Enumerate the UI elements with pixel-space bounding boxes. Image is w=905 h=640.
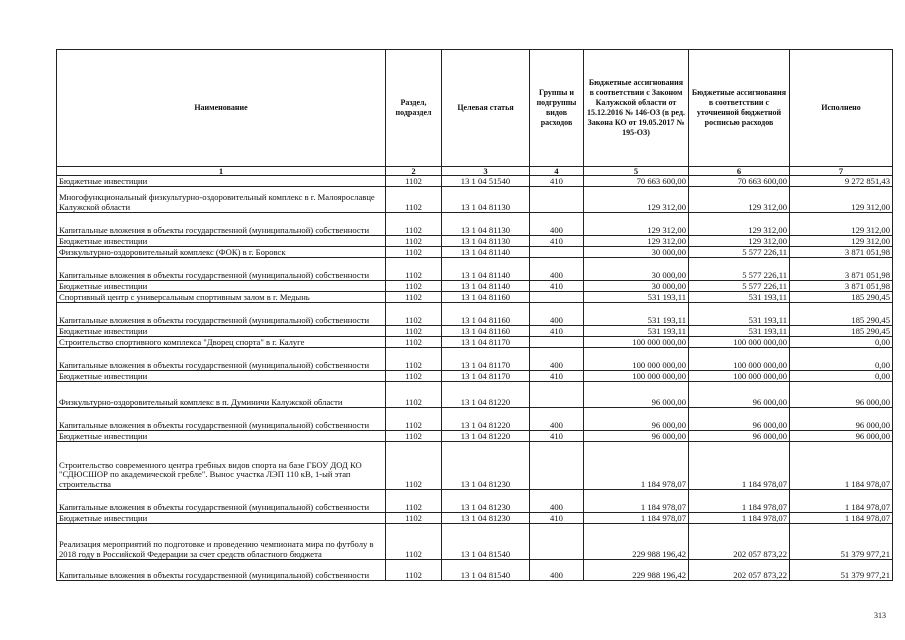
row-section: 1102 (386, 490, 442, 513)
row-budget-law: 1 184 978,07 (584, 490, 689, 513)
row-target: 13 1 04 51540 (442, 176, 530, 187)
column-number: 7 (790, 167, 893, 176)
row-budget-plan: 96 000,00 (689, 382, 790, 408)
row-name: Бюджетные инвестиции (57, 281, 386, 292)
row-executed: 96 000,00 (790, 408, 893, 431)
row-budget-law: 1 184 978,07 (584, 513, 689, 524)
row-section: 1102 (386, 236, 442, 247)
row-budget-plan: 129 312,00 (689, 187, 790, 213)
table-row (57, 247, 893, 258)
table-row (57, 348, 893, 371)
row-group: 400 (530, 303, 584, 326)
row-name: Бюджетные инвестиции (57, 176, 386, 187)
row-section: 1102 (386, 382, 442, 408)
row-executed: 96 000,00 (790, 382, 893, 408)
row-target: 13 1 04 81140 (442, 258, 530, 281)
row-executed: 1 184 978,07 (790, 442, 893, 490)
row-executed: 1 184 978,07 (790, 513, 893, 524)
row-name: Капитальные вложения в объекты государственной (муниципальной) собственности (57, 213, 386, 236)
row-group: 410 (530, 326, 584, 337)
row-budget-plan: 5 577 226,11 (689, 281, 790, 292)
table-row (57, 442, 893, 490)
header-executed: Исполнено (790, 50, 893, 167)
row-section: 1102 (386, 348, 442, 371)
row-group: 410 (530, 371, 584, 382)
row-name: Бюджетные инвестиции (57, 236, 386, 247)
row-budget-law: 30 000,00 (584, 247, 689, 258)
row-executed: 9 272 851,43 (790, 176, 893, 187)
header-budget-law: Бюджетные ассигнования в соответствии с Законом Калужской области от 15.12.2016 № 146-ОЗ (в ред. Закона КО от 19.05.2017 № 195-ОЗ) (584, 50, 689, 167)
row-group (530, 292, 584, 303)
header-budget-plan: Бюджетные ассигнования в соответствии с уточненной бюджетной росписью расходов (689, 50, 790, 167)
row-group: 400 (530, 490, 584, 513)
row-target: 13 1 04 81540 (442, 560, 530, 581)
row-budget-plan: 70 663 600,00 (689, 176, 790, 187)
row-budget-law: 96 000,00 (584, 408, 689, 431)
row-target: 13 1 04 81230 (442, 490, 530, 513)
row-budget-law: 30 000,00 (584, 281, 689, 292)
row-executed: 1 184 978,07 (790, 490, 893, 513)
table-row (57, 490, 893, 513)
row-budget-plan: 202 057 873,22 (689, 560, 790, 581)
row-name: Капитальные вложения в объекты государственной (муниципальной) собственности (57, 490, 386, 513)
row-budget-plan: 531 193,11 (689, 292, 790, 303)
row-budget-law: 129 312,00 (584, 187, 689, 213)
row-budget-law: 229 988 196,42 (584, 524, 689, 560)
row-budget-plan: 5 577 226,11 (689, 247, 790, 258)
row-target: 13 1 04 81170 (442, 337, 530, 348)
table-body (57, 176, 893, 581)
row-target: 13 1 04 81170 (442, 348, 530, 371)
row-section: 1102 (386, 292, 442, 303)
row-section: 1102 (386, 431, 442, 442)
row-section: 1102 (386, 281, 442, 292)
row-executed: 129 312,00 (790, 213, 893, 236)
row-budget-law: 70 663 600,00 (584, 176, 689, 187)
table-row (57, 382, 893, 408)
row-section: 1102 (386, 524, 442, 560)
row-executed: 0,00 (790, 371, 893, 382)
table-row (57, 292, 893, 303)
row-name: Капитальные вложения в объекты государственной (муниципальной) собственности (57, 258, 386, 281)
table-row (57, 303, 893, 326)
table-row (57, 236, 893, 247)
row-group: 410 (530, 236, 584, 247)
row-executed: 129 312,00 (790, 236, 893, 247)
row-section: 1102 (386, 213, 442, 236)
row-budget-plan: 5 577 226,11 (689, 258, 790, 281)
row-executed: 51 379 977,21 (790, 524, 893, 560)
row-name: Капитальные вложения в объекты государственной (муниципальной) собственности (57, 560, 386, 581)
header-group: Группы и подгруппы видов расходов (530, 50, 584, 167)
row-name: Капитальные вложения в объекты государственной (муниципальной) собственности (57, 348, 386, 371)
column-number: 1 (57, 167, 386, 176)
row-executed: 185 290,45 (790, 303, 893, 326)
column-number-row (57, 167, 893, 176)
row-budget-plan: 100 000 000,00 (689, 371, 790, 382)
table-row (57, 187, 893, 213)
row-budget-plan: 1 184 978,07 (689, 490, 790, 513)
row-section: 1102 (386, 187, 442, 213)
row-section: 1102 (386, 258, 442, 281)
row-name: Физкультурно-оздоровительный комплекс в п. Думиничи Калужской области (57, 382, 386, 408)
row-name: Бюджетные инвестиции (57, 371, 386, 382)
row-section: 1102 (386, 513, 442, 524)
table-row (57, 258, 893, 281)
row-budget-law: 100 000 000,00 (584, 371, 689, 382)
row-section: 1102 (386, 326, 442, 337)
row-group: 410 (530, 281, 584, 292)
row-executed: 3 871 051,98 (790, 247, 893, 258)
row-target: 13 1 04 81160 (442, 303, 530, 326)
row-group: 410 (530, 176, 584, 187)
row-budget-plan: 531 193,11 (689, 326, 790, 337)
column-number: 2 (386, 167, 442, 176)
row-target: 13 1 04 81130 (442, 236, 530, 247)
row-target: 13 1 04 81130 (442, 187, 530, 213)
row-target: 13 1 04 81160 (442, 326, 530, 337)
column-number: 5 (584, 167, 689, 176)
row-executed: 185 290,45 (790, 326, 893, 337)
row-target: 13 1 04 81140 (442, 247, 530, 258)
row-budget-law: 30 000,00 (584, 258, 689, 281)
row-name: Капитальные вложения в объекты государственной (муниципальной) собственности (57, 408, 386, 431)
row-budget-plan: 100 000 000,00 (689, 348, 790, 371)
row-name: Капитальные вложения в объекты государственной (муниципальной) собственности (57, 303, 386, 326)
row-target: 13 1 04 81220 (442, 431, 530, 442)
row-budget-law: 129 312,00 (584, 236, 689, 247)
row-budget-law: 129 312,00 (584, 213, 689, 236)
row-group (530, 524, 584, 560)
row-name: Реализация мероприятий по подготовке и проведению чемпионата мира по футболу в 2018 году в Российской Федерации за счет средств областного бюджета (57, 524, 386, 560)
row-name: Бюджетные инвестиции (57, 513, 386, 524)
table-row (57, 560, 893, 581)
row-group (530, 337, 584, 348)
row-budget-law: 1 184 978,07 (584, 442, 689, 490)
row-budget-plan: 202 057 873,22 (689, 524, 790, 560)
budget-table (56, 49, 893, 581)
row-budget-plan: 531 193,11 (689, 303, 790, 326)
row-group: 410 (530, 431, 584, 442)
row-target: 13 1 04 81540 (442, 524, 530, 560)
row-executed: 0,00 (790, 348, 893, 371)
row-name: Строительство спортивного комплекса "Дворец спорта" в г. Калуге (57, 337, 386, 348)
row-section: 1102 (386, 371, 442, 382)
row-budget-plan: 129 312,00 (689, 213, 790, 236)
row-name: Бюджетные инвестиции (57, 326, 386, 337)
row-budget-law: 531 193,11 (584, 292, 689, 303)
row-group: 400 (530, 213, 584, 236)
row-budget-plan: 1 184 978,07 (689, 513, 790, 524)
row-executed: 185 290,45 (790, 292, 893, 303)
header-name: Наименование (57, 50, 386, 167)
column-number: 4 (530, 167, 584, 176)
row-group (530, 442, 584, 490)
table-row (57, 524, 893, 560)
row-executed: 3 871 051,98 (790, 281, 893, 292)
row-target: 13 1 04 81220 (442, 408, 530, 431)
row-section: 1102 (386, 176, 442, 187)
row-target: 13 1 04 81170 (442, 371, 530, 382)
row-group (530, 247, 584, 258)
row-name: Спортивный центр с универсальным спортивным залом в г. Медынь (57, 292, 386, 303)
header-target: Целевая статья (442, 50, 530, 167)
row-budget-law: 100 000 000,00 (584, 348, 689, 371)
row-target: 13 1 04 81130 (442, 213, 530, 236)
row-group: 400 (530, 348, 584, 371)
row-group: 410 (530, 513, 584, 524)
row-budget-law: 100 000 000,00 (584, 337, 689, 348)
row-name: Строительство современного центра гребных видов спорта на базе ГБОУ ДОД КО "СДЮСШОР по академической гребле". Вынос участка ЛЭП 110 кВ, 1-ый этап строительства (57, 442, 386, 490)
row-group: 400 (530, 258, 584, 281)
table-row (57, 176, 893, 187)
row-group: 400 (530, 408, 584, 431)
row-target: 13 1 04 81160 (442, 292, 530, 303)
row-section: 1102 (386, 408, 442, 431)
row-section: 1102 (386, 247, 442, 258)
row-group (530, 187, 584, 213)
row-budget-law: 531 193,11 (584, 326, 689, 337)
row-name: Физкультурно-оздоровительный комплекс (ФОК) в г. Боровск (57, 247, 386, 258)
row-budget-law: 96 000,00 (584, 431, 689, 442)
row-section: 1102 (386, 337, 442, 348)
table-row (57, 408, 893, 431)
header-section: Раздел, подраздел (386, 50, 442, 167)
column-number: 3 (442, 167, 530, 176)
row-executed: 129 312,00 (790, 187, 893, 213)
row-executed: 51 379 977,21 (790, 560, 893, 581)
row-name: Бюджетные инвестиции (57, 431, 386, 442)
row-target: 13 1 04 81140 (442, 281, 530, 292)
table-row (57, 337, 893, 348)
row-budget-plan: 96 000,00 (689, 408, 790, 431)
row-budget-law: 229 988 196,42 (584, 560, 689, 581)
row-executed: 96 000,00 (790, 431, 893, 442)
row-executed: 0,00 (790, 337, 893, 348)
row-name: Многофункциональный физкультурно-оздоровительный комплекс в г. Малоярославце Калужской области (57, 187, 386, 213)
row-group (530, 382, 584, 408)
row-section: 1102 (386, 303, 442, 326)
row-budget-plan: 100 000 000,00 (689, 337, 790, 348)
table-row (57, 431, 893, 442)
table-row (57, 371, 893, 382)
row-budget-plan: 96 000,00 (689, 431, 790, 442)
row-budget-plan: 129 312,00 (689, 236, 790, 247)
table-row (57, 513, 893, 524)
table-row (57, 326, 893, 337)
row-target: 13 1 04 81230 (442, 442, 530, 490)
page-number: 313 (874, 611, 886, 620)
table-row (57, 281, 893, 292)
row-budget-law: 96 000,00 (584, 382, 689, 408)
row-target: 13 1 04 81220 (442, 382, 530, 408)
column-number: 6 (689, 167, 790, 176)
table-row (57, 213, 893, 236)
row-target: 13 1 04 81230 (442, 513, 530, 524)
row-section: 1102 (386, 442, 442, 490)
row-budget-plan: 1 184 978,07 (689, 442, 790, 490)
row-executed: 3 871 051,98 (790, 258, 893, 281)
row-group: 400 (530, 560, 584, 581)
row-budget-law: 531 193,11 (584, 303, 689, 326)
row-section: 1102 (386, 560, 442, 581)
